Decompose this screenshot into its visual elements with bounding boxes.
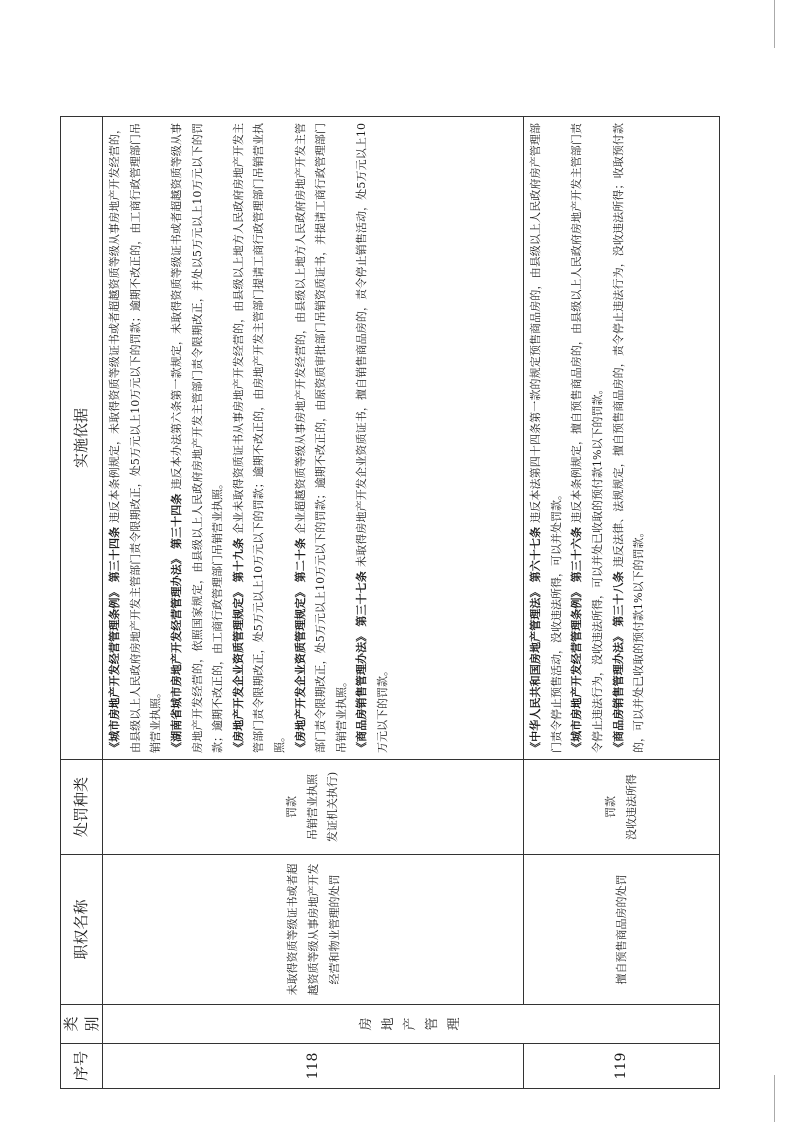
punishment-type: 没收违法所得 — [624, 774, 638, 840]
law-name: 《中华人民共和国房地产管理法》 — [529, 586, 543, 753]
punishment-type: 发证机关执行) — [326, 771, 340, 843]
clause-text: 违反本办法第六条第一款规定，未取得资质等级证书或者超越资质等级从事房地产开发经营的，依照国家规定，由县级以上人民政府房地产开发主管部门责令限期改正，并处以5万元以上10万元以下的罚款；逾期不改正的，由工商行政管理部门吊销营业执照。 — [169, 122, 225, 753]
clause-text: 违反法律、法规规定，擅自预售商品房的，责令停止违法行为，没收违法所得；收取预付款的，可以并处已收取的预付款1%以下的罚款。 — [611, 122, 646, 753]
article-number: 第三十四条 — [169, 493, 183, 550]
clause-text: 违反本条例规定，未取得资质等级证书或者超越资质等级从事房地产开发经营的，由县级以上人民政府房地产开发主管部门责令限期改正，处5万元以上10万元以下的罚款；逾期不改正的，由工商行政管理部门吊销营业执照。 — [108, 122, 163, 753]
law-name: 《商品房销售管理办法》 — [611, 630, 625, 753]
header-name: 职权名称 — [61, 855, 103, 1005]
clause-text: 违反本条例规定，擅自预售商品房的，由县级以上人民政府房地产开发主管部门责令停止违法行为，没收违法所得，可以并处已收取的预付款1%以下的罚款。 — [570, 122, 604, 753]
article-number: 第十九条 — [231, 537, 245, 583]
article-number: 第三十四条 — [108, 526, 122, 583]
basis-cell — [524, 117, 720, 760]
punishment-types — [103, 760, 524, 855]
clause-text: 违反本法第四十四条第一款的规定预售商品房的，由县级以上人民政府房产管理部门责令停止预售活动，没收违法所得，可以并处罚款。 — [529, 122, 563, 753]
punishment-types — [524, 760, 720, 855]
header-num: 序号 — [61, 1044, 103, 1089]
law-name: 《湖南省城市房地产开发经营管理办法》 — [169, 553, 183, 753]
authority-table — [60, 116, 720, 1089]
basis-clause — [105, 123, 167, 753]
header-category: 类别 — [61, 1005, 103, 1044]
clause-text: 未取得房地产开发企业资质证书，擅自销售商品房的，责令停止销售活动，处5万元以上10万元以下的罚款。 — [355, 122, 389, 753]
article-number: 第三十七条 — [355, 570, 369, 627]
basis-clause — [567, 123, 608, 753]
article-number: 第二十条 — [293, 537, 307, 583]
article-number: 第三十六条 — [570, 526, 584, 583]
punishment-type: 罚款 — [604, 796, 617, 818]
basis-clause — [352, 123, 393, 753]
header-basis: 实施依据 — [61, 117, 103, 760]
clause-text: 企业超越资质等级从事房地产开发经营的，由县级以上地方人民政府房地产开发主管部门责令限期改正，处5万元以上10万元以下的罚款；逾期不改正的，由原资质审批部门吊销资质证书，并提请工商行政管理部门吊销营业执照。 — [293, 122, 348, 753]
scan-edge-line-bottom — [774, 1075, 775, 1122]
law-name: 《房地产开发企业资质管理规定》 — [293, 586, 307, 753]
row-number: 119 — [524, 1044, 720, 1089]
law-name: 《房地产开发企业资质管理规定》 — [231, 586, 245, 753]
law-name: 《商品房销售管理办法》 — [355, 630, 369, 753]
row-number: 118 — [103, 1044, 524, 1089]
category-label: 房 地 产 管 理 — [359, 1017, 463, 1031]
punishment-type: 吊销营业执照 — [305, 774, 319, 840]
basis-clause — [167, 123, 229, 753]
article-number: 第三十八条 — [611, 571, 625, 627]
law-name: 《城市房地产开发经营管理条例》 — [108, 586, 122, 753]
category-cell — [103, 1005, 720, 1044]
table-row — [103, 117, 524, 1089]
article-number: 第六十七条 — [529, 526, 543, 583]
authority-name: 未取得资质等级证书或者超越资质等级从事房地产开发经营和物业管理的处罚 — [103, 855, 524, 1005]
rotated-page — [60, 117, 720, 1089]
basis-clause — [229, 123, 291, 753]
basis-clause — [526, 123, 567, 753]
scan-edge-line-top — [774, 0, 775, 48]
punishment-type: 罚款 — [285, 796, 299, 818]
authority-name: 擅自预售商品房的处罚 — [524, 855, 720, 1005]
header-row — [61, 117, 103, 1089]
header-punishment: 处罚种类 — [61, 760, 103, 855]
clause-text: 企业未取得资质证书从事房地产开发经营的，由县级以上地方人民政府房地产开发主管部门责令限期改正，处5万元以上10万元以下的罚款；逾期不改正的，由房地产开发主管部门提请工商行政管理部门吊销营业执照。 — [231, 122, 286, 753]
table-row — [524, 117, 720, 1089]
basis-clause — [609, 123, 650, 753]
basis-cell — [103, 117, 524, 760]
law-name: 《城市房地产开发经营管理条例》 — [570, 586, 584, 753]
basis-clause — [291, 123, 353, 753]
